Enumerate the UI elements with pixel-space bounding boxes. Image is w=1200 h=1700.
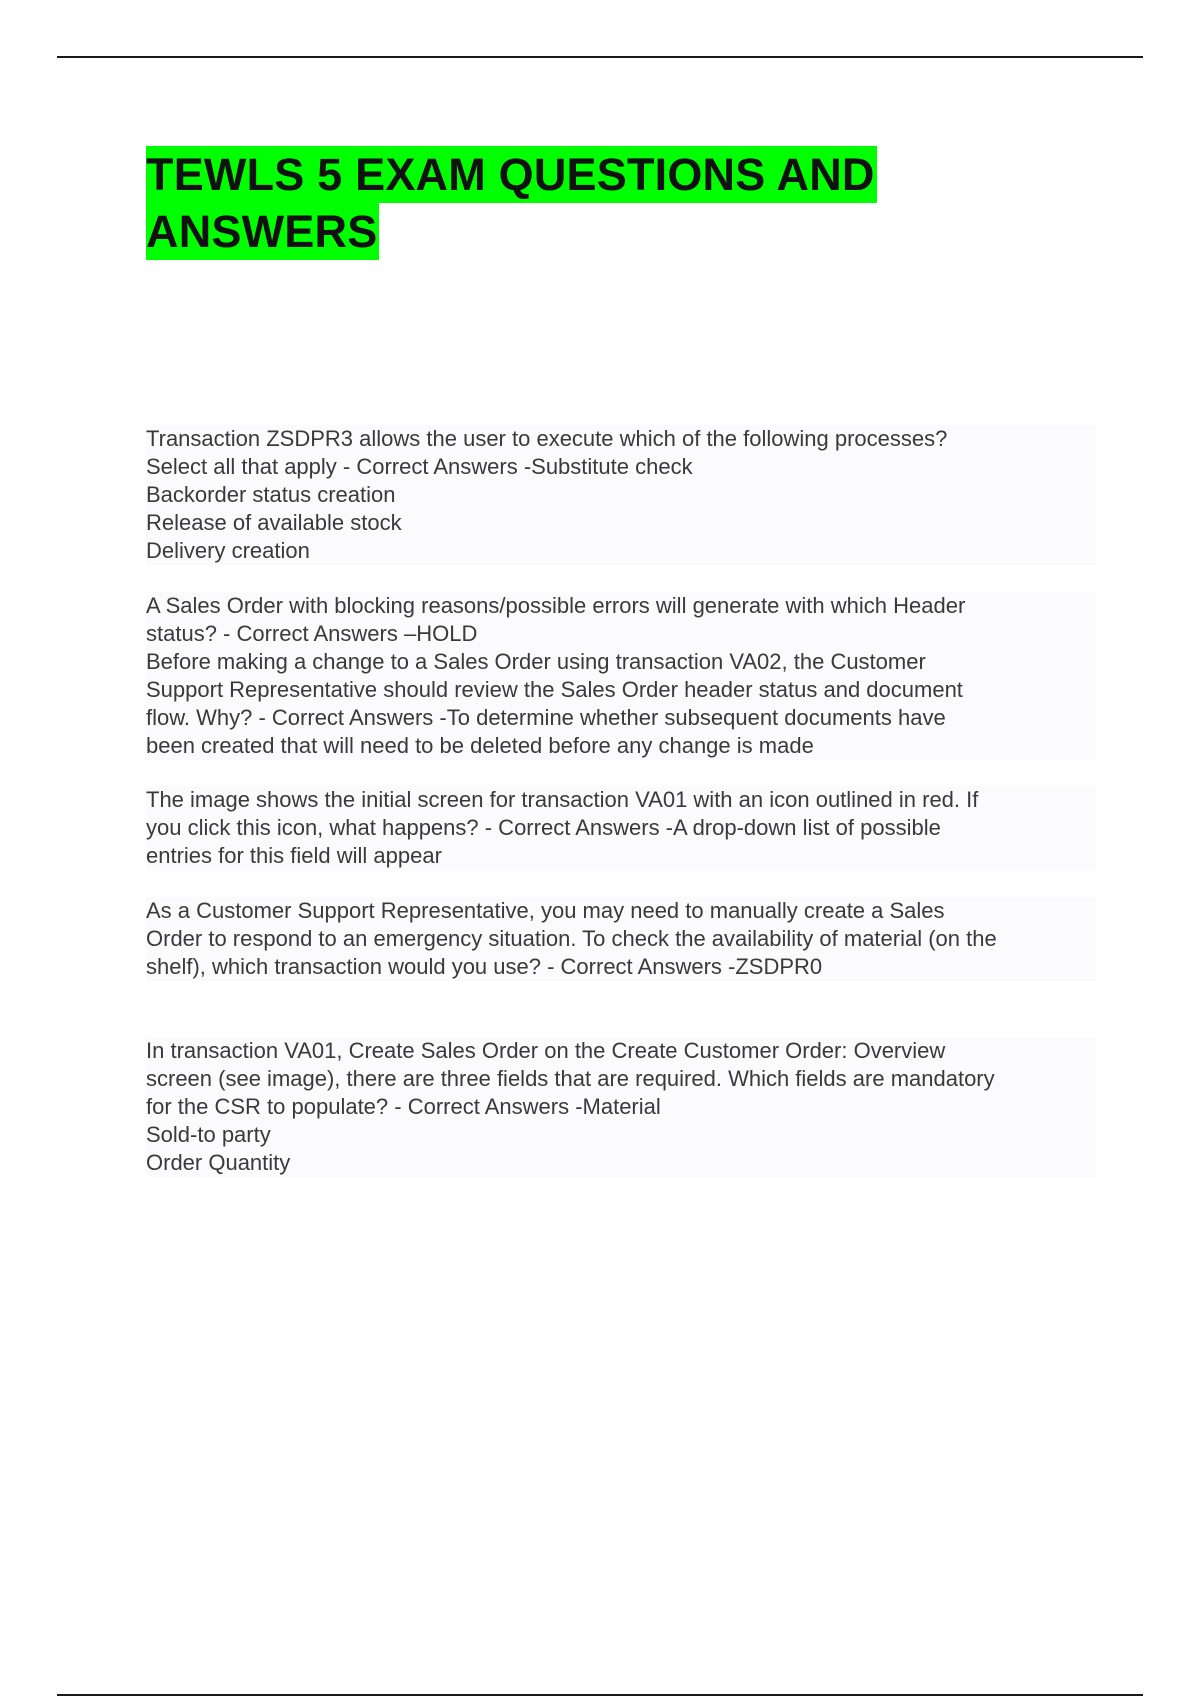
top-rule (57, 56, 1143, 58)
qa-item-5 (146, 1037, 1096, 1177)
qa-line: Release of available stock (146, 509, 1096, 537)
qa-item-3 (146, 786, 1096, 870)
qa-line: Delivery creation (146, 537, 1096, 565)
bottom-rule (57, 1694, 1143, 1696)
qa-line: for the CSR to populate? - Correct Answers -Material (146, 1093, 1096, 1121)
qa-line: been created that will need to be deleted before any change is made (146, 732, 1096, 760)
qa-line: As a Customer Support Representative, you may need to manually create a Sales (146, 897, 1096, 925)
qa-line: In transaction VA01, Create Sales Order on the Create Customer Order: Overview (146, 1037, 1096, 1065)
qa-line: Transaction ZSDPR3 allows the user to execute which of the following processes? (146, 425, 1096, 453)
qa-line: you click this icon, what happens? - Correct Answers -A drop-down list of possible (146, 814, 1096, 842)
document-title (146, 146, 1046, 260)
qa-line: entries for this field will appear (146, 842, 1096, 870)
qa-line: Before making a change to a Sales Order using transaction VA02, the Customer (146, 648, 1096, 676)
qa-line: A Sales Order with blocking reasons/possible errors will generate with which Header (146, 592, 1096, 620)
qa-line: The image shows the initial screen for transaction VA01 with an icon outlined in red. If (146, 786, 1096, 814)
qa-item-2 (146, 592, 1096, 760)
qa-item-4 (146, 897, 1096, 981)
title-line-2: ANSWERS (146, 203, 379, 260)
qa-line: flow. Why? - Correct Answers -To determine whether subsequent documents have (146, 704, 1096, 732)
qa-line: Backorder status creation (146, 481, 1096, 509)
qa-line: Order to respond to an emergency situation. To check the availability of material (on the (146, 925, 1096, 953)
qa-item-1 (146, 425, 1096, 565)
qa-line: Select all that apply - Correct Answers -Substitute check (146, 453, 1096, 481)
qa-line: status? - Correct Answers –HOLD (146, 620, 1096, 648)
qa-line: shelf), which transaction would you use? - Correct Answers -ZSDPR0 (146, 953, 1096, 981)
qa-line: Sold-to party (146, 1121, 1096, 1149)
qa-line: Support Representative should review the Sales Order header status and document (146, 676, 1096, 704)
qa-line: screen (see image), there are three fields that are required. Which fields are mandatory (146, 1065, 1096, 1093)
qa-line: Order Quantity (146, 1149, 1096, 1177)
title-line-1: TEWLS 5 EXAM QUESTIONS AND (146, 146, 877, 203)
